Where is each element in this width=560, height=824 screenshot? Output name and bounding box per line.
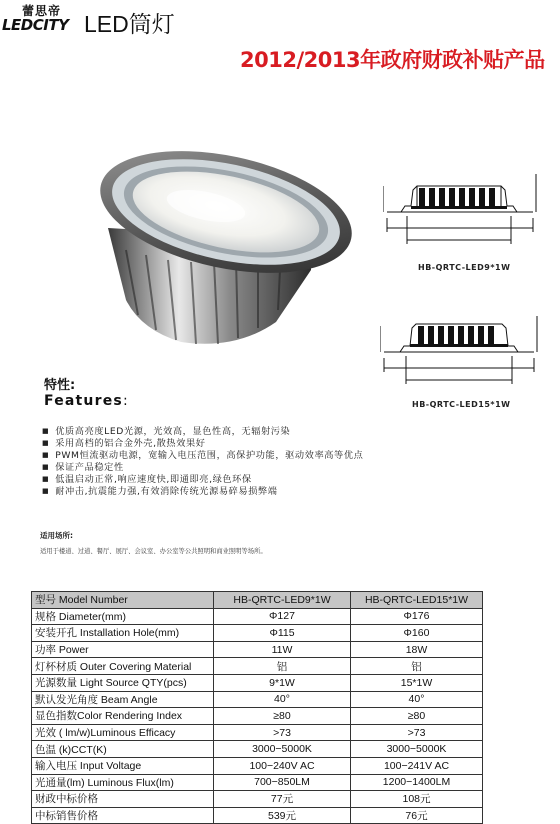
spec-value-led15: >73 (351, 724, 483, 741)
table-row (32, 791, 483, 808)
spec-label: 输入电压 Input Voltage (32, 757, 214, 774)
feature-item: ■ PWM恒流驱动电源，宽输入电压范围，高保护功能，驱动效率高等优点 (42, 450, 363, 462)
downlight-product-image (86, 150, 356, 350)
spec-label: 安装开孔 Installation Hole(mm) (32, 625, 214, 642)
spec-table (31, 591, 483, 824)
product-title: LED筒灯 (84, 11, 175, 37)
spec-value-led15: 100−241V AC (351, 757, 483, 774)
spec-label: 财政中标价格 (32, 791, 214, 808)
brand-chinese-name: 蕾思帝 (22, 4, 62, 18)
spec-value-led9: 40° (214, 691, 351, 708)
spec-value-led15: 铝 (351, 658, 483, 675)
spec-label: 默认发光角度 Beam Angle (32, 691, 214, 708)
features-heading-cn: 特性: (44, 378, 76, 393)
header-cell: HB-QRTC-LED15*1W (351, 592, 483, 609)
table-row (32, 757, 483, 774)
spec-label: 功率 Power (32, 641, 214, 658)
spec-value-led9: 9*1W (214, 674, 351, 691)
features-heading-en-text: Features (44, 393, 123, 409)
application-text: 适用于楼道、过道、餐厅、展厅、会议室、办公室等公共照明和商业照明等场所。 (40, 548, 267, 555)
spec-value-led15: Φ160 (351, 625, 483, 642)
table-row (32, 741, 483, 758)
spec-value-led9: >73 (214, 724, 351, 741)
spec-value-led9: Φ115 (214, 625, 351, 642)
spec-label: 色温 (k)CCT(K) (32, 741, 214, 758)
spec-value-led9: 11W (214, 641, 351, 658)
technical-drawing-led15 (380, 306, 540, 396)
spec-value-led9: 3000−5000K (214, 741, 351, 758)
table-row (32, 641, 483, 658)
feature-item: ■ 低温启动正常,响应速度快,即通即亮,绿色环保 (42, 474, 363, 486)
spec-label: 中标销售价格 (32, 807, 214, 824)
table-row (32, 674, 483, 691)
features-heading-en (44, 393, 129, 409)
spec-label: 灯杯材质 Outer Covering Material (32, 658, 214, 675)
drawing-model-label: HB-QRTC-LED15*1W (412, 400, 511, 409)
header-cell: HB-QRTC-LED9*1W (214, 592, 351, 609)
table-row (32, 691, 483, 708)
table-row (32, 658, 483, 675)
drawing-model-label: HB-QRTC-LED9*1W (418, 263, 511, 272)
brand-logo-text: LEDCITY (2, 16, 69, 34)
spec-label: 规格 Diameter(mm) (32, 608, 214, 625)
table-row (32, 774, 483, 791)
spec-value-led15: ≥80 (351, 708, 483, 725)
spec-label: 光源数量 Light Source QTY(pcs) (32, 674, 214, 691)
feature-item: ■ 耐冲击,抗震能力强,有效消除传统光源易碎易损弊端 (42, 486, 363, 498)
header-cell: 型号 Model Number (32, 592, 214, 609)
spec-value-led9: 100−240V AC (214, 757, 351, 774)
table-row (32, 724, 483, 741)
spec-value-led9: 77元 (214, 791, 351, 808)
table-header-row (32, 592, 483, 609)
spec-value-led9: 700−850LM (214, 774, 351, 791)
spec-label: 光通量(lm) Luminous Flux(lm) (32, 774, 214, 791)
spec-value-led15: 15*1W (351, 674, 483, 691)
spec-value-led9: ≥80 (214, 708, 351, 725)
features-heading-colon: : (122, 393, 129, 409)
table-row (32, 807, 483, 824)
spec-value-led15: 108元 (351, 791, 483, 808)
table-row (32, 708, 483, 725)
table-row (32, 625, 483, 642)
application-heading: 适用场所: (40, 531, 73, 540)
spec-label: 显色指数Color Rendering Index (32, 708, 214, 725)
feature-item: ■ 优质高亮度LED光源，光效高，显色性高，无辐射污染 (42, 426, 363, 438)
spec-value-led9: 铝 (214, 658, 351, 675)
spec-value-led15: 3000−5000K (351, 741, 483, 758)
subsidy-banner: 2012/2013年政府财政补贴产品 (240, 48, 545, 72)
spec-value-led15: 1200−1400LM (351, 774, 483, 791)
feature-item: ■ 采用高档的铝合金外壳,散热效果好 (42, 438, 363, 450)
spec-value-led15: Φ176 (351, 608, 483, 625)
spec-value-led15: 18W (351, 641, 483, 658)
spec-value-led9: Φ127 (214, 608, 351, 625)
spec-value-led15: 76元 (351, 807, 483, 824)
table-row (32, 608, 483, 625)
spec-value-led9: 539元 (214, 807, 351, 824)
spec-value-led15: 40° (351, 691, 483, 708)
feature-item: ■ 保证产品稳定性 (42, 462, 363, 474)
technical-drawing-led9 (383, 166, 543, 256)
spec-label: 光效 ( lm/w)Luminous Efficacy (32, 724, 214, 741)
features-list (42, 426, 363, 498)
